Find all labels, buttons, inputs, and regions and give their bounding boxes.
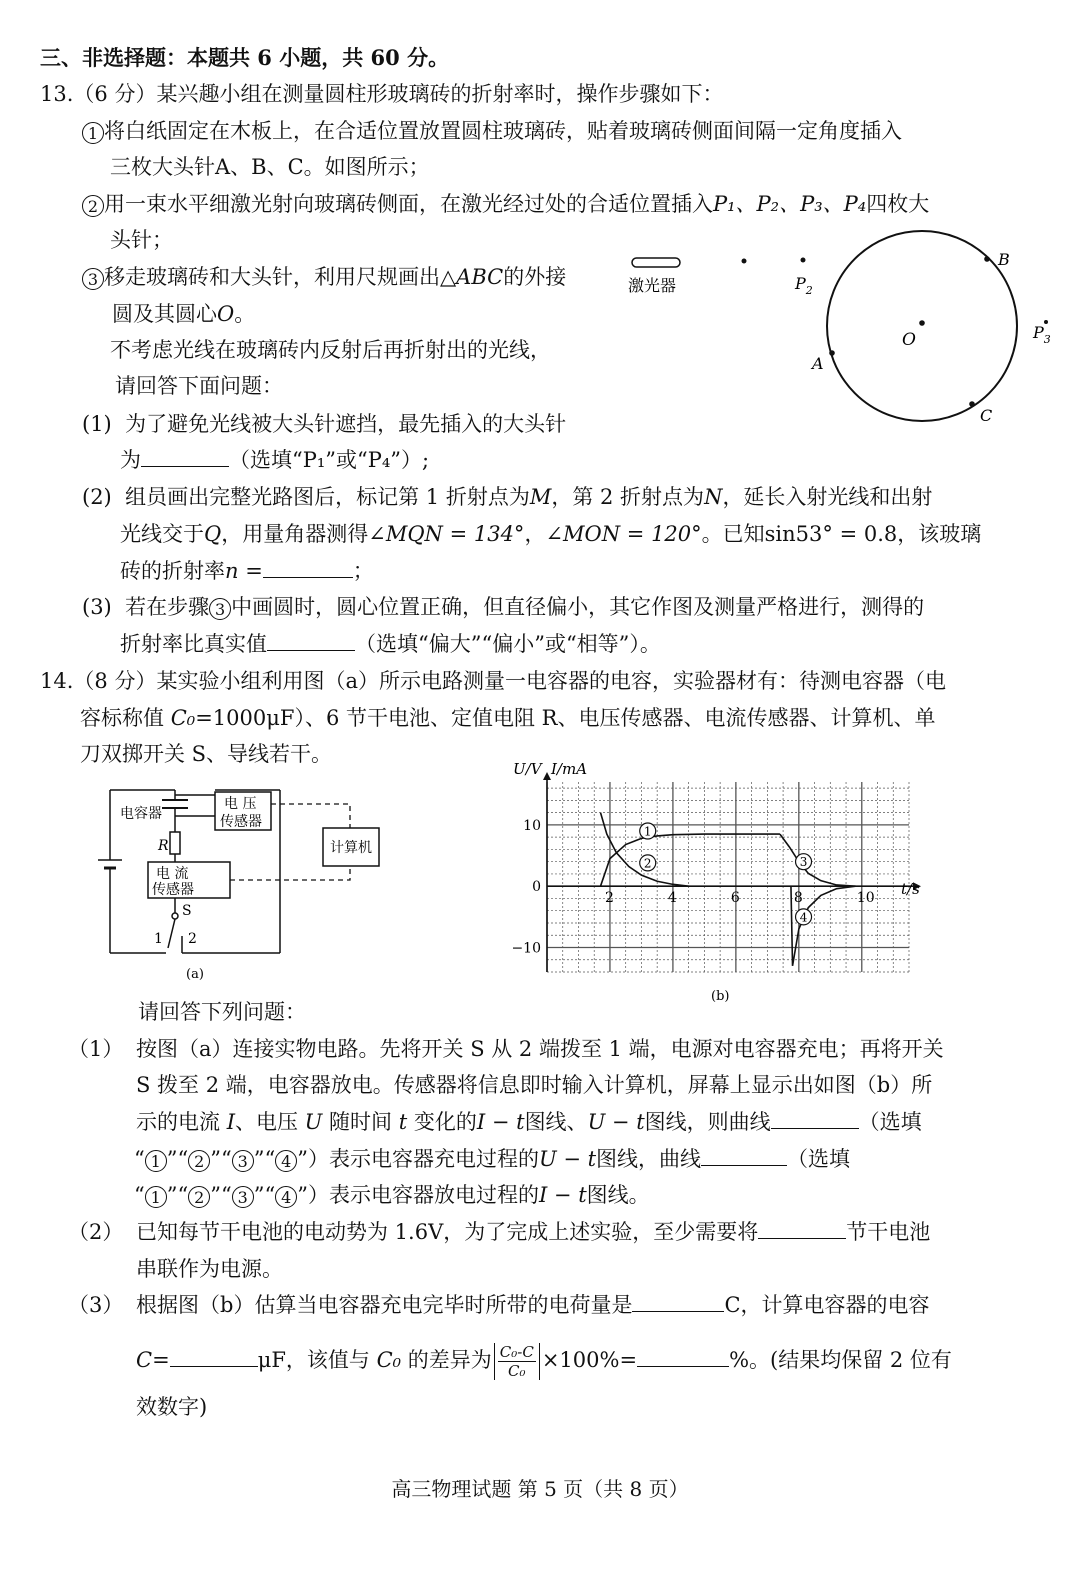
angle-mon: ∠MON = 120° (545, 522, 702, 546)
sub2-line2-b: ，用量角器测得 (221, 522, 369, 546)
sub1-wei: 为 (120, 448, 141, 472)
sub2-line3-b: ； (352, 559, 374, 583)
page-footer: 高三物理试题 第 5 页（共 8 页） (391, 1477, 689, 1501)
refractive-index-n: n = (225, 559, 263, 583)
quote: ”“ (253, 1183, 276, 1207)
q13-sub1-line1 (82, 410, 566, 438)
answer-blank[interactable] (771, 1110, 859, 1129)
q14-line1 (40, 667, 946, 695)
y-tick-label: 0 (532, 879, 541, 896)
q14-s1-number: （1） (68, 1037, 124, 1061)
sub1-text: 为了避免光线被大头针遮挡，最先插入的大头针 (125, 412, 567, 436)
switch-pos1-label: 1 (154, 931, 163, 947)
step3-circled-number: 3 (82, 268, 104, 290)
q13-figure (620, 225, 1065, 440)
q14-points: （8 分） (73, 669, 157, 693)
laser-label: 激光器 (628, 276, 677, 295)
graph-curve-labels (640, 823, 812, 925)
c0-symbol: C₀ (170, 706, 196, 730)
sub2-line2-d: ，该玻璃 (897, 522, 982, 546)
ut-it-graph (505, 758, 925, 1008)
sub2-line2-a: 光线交于 (120, 522, 204, 546)
center-dot (919, 320, 925, 326)
sub3-options: （选填“偏大”“偏小”或“相等”）。 (355, 632, 661, 656)
answer-blank[interactable] (701, 1147, 787, 1166)
sin-value: sin53° = 0.8 (764, 522, 898, 546)
answer-blank[interactable] (267, 632, 355, 651)
q13-intro: 某兴趣小组在测量圆柱形玻璃砖的折射率时，操作步骤如下： (156, 82, 724, 106)
q13-sub2-line2 (120, 520, 981, 548)
s1-line5-b: 图线。 (586, 1183, 650, 1207)
q13-points: （6 分） (73, 82, 157, 106)
q13-step2-line2: 头针； (110, 228, 173, 252)
q13-step2-line1 (82, 190, 929, 218)
center-label: O (902, 330, 916, 350)
step3-line2-text: 圆及其圆心 (112, 302, 217, 326)
pin-p3-dot (1044, 320, 1048, 324)
angle-mqn: ∠MQN = 134° (368, 522, 525, 546)
sub3-text-a: 若在步骤 (125, 595, 210, 619)
step3-line2-end: 。 (234, 302, 256, 326)
pin-a-label: A (812, 354, 824, 373)
quote: ”） (297, 1147, 329, 1171)
quote: ”“ (166, 1147, 189, 1171)
y-tick-label: −10 (511, 940, 541, 957)
q14-s1-line4 (134, 1145, 850, 1173)
s3-line2-a: μF，该值与 (257, 1348, 377, 1372)
q13-step3-line2 (112, 300, 255, 328)
s1-line3-a: 示的电流 (136, 1110, 227, 1134)
q14-ask: 请回答下列问题： (138, 1000, 306, 1024)
q13-number: 13. (40, 82, 74, 106)
curve-label-1: 1 (643, 824, 652, 839)
capacitance-c: C (136, 1348, 153, 1372)
point-n: N (704, 485, 723, 509)
y-axis-arrow (543, 772, 551, 780)
curve-label-4: 4 (799, 910, 808, 925)
sub2-text-c: ，延长入射光线和出射 (722, 485, 933, 509)
c0-symbol: C₀ (376, 1348, 402, 1372)
ut-graph-ref: U − t (587, 1110, 645, 1134)
x-tick-label: 8 (793, 890, 803, 907)
point-m: M (529, 485, 552, 509)
s3-line2-d: %。(结果均保留 2 位有 (729, 1348, 952, 1372)
circuit-caption: (a) (186, 967, 204, 982)
option-circle-1: 1 (145, 1150, 167, 1172)
capacitor-label: 电容器 (120, 806, 162, 822)
option-circle-4: 4 (275, 1150, 297, 1172)
q13-sub3-line2 (120, 630, 661, 658)
q14-number: 14. (40, 669, 74, 693)
quote: “ (134, 1183, 145, 1207)
quote: “ (134, 1147, 145, 1171)
s2-line1-b: 节干电池 (846, 1220, 931, 1244)
q14-s2-line1 (136, 1218, 930, 1246)
graph-grid (547, 782, 909, 972)
center-o: O (217, 302, 235, 326)
q14-s2-number: （2） (68, 1220, 124, 1244)
sub2-comma: ， (524, 522, 546, 546)
pin-p3-label: $P_3$ (1033, 323, 1051, 346)
answer-blank[interactable] (758, 1220, 846, 1239)
sub1-options: （选填“P₁”或“P₄”）; (229, 448, 430, 472)
sub1-number: (1) (82, 412, 112, 436)
switch-pos2-label: 2 (188, 931, 197, 947)
triangle-abc: ABC (456, 265, 504, 289)
option-circle-3: 3 (232, 1150, 254, 1172)
switch-label: S (182, 903, 192, 919)
sub2-text: 组员画出完整光路图后，标记第 1 折射点为 (125, 485, 530, 509)
pin-c-label: C (980, 406, 993, 425)
pin-c-dot (969, 401, 975, 407)
step2-text: 用一束水平细激光射向玻璃砖侧面，在激光经过处的合适位置插入 (104, 192, 713, 216)
answer-blank[interactable] (263, 559, 353, 578)
x-tick-label: 6 (730, 890, 740, 907)
s1-line3-b: 、电压 (234, 1110, 305, 1134)
sub3-number: (3) (82, 595, 112, 619)
y-axis-label-i: I/mA (551, 760, 588, 778)
current-i: I (226, 1110, 235, 1134)
sub3-circled-number: 3 (209, 598, 231, 620)
y-axis-label-u: U/V (513, 760, 542, 778)
fraction-numerator: C₀-C (499, 1343, 534, 1361)
it-graph-ref: I − t (476, 1110, 525, 1134)
x-tick-label: 10 (856, 890, 875, 907)
q14-line2-b: =1000μF）、6 节干电池、定值电阻 R、电压传感器、电流传感器、计算机、单 (195, 706, 936, 730)
q13-ask: 请回答下面问题： (115, 374, 283, 398)
q13-sub2-line3 (120, 557, 374, 585)
s3-line2-c: ×100%= (541, 1348, 638, 1372)
it-graph-ref: I − t (538, 1183, 587, 1207)
q13-heading (40, 80, 723, 108)
sub2-number: (2) (82, 485, 112, 509)
curve-1 (601, 834, 780, 886)
answer-blank[interactable] (637, 1348, 729, 1367)
q14-s1-line5 (134, 1181, 650, 1209)
q14-line2 (80, 704, 935, 732)
q14-s1-line1: 按图（a）连接实物电路。先将开关 S 从 2 端拨至 1 端，电源对电容器充电；再将开关 (136, 1037, 944, 1061)
s1-line3-d: 变化的 (407, 1110, 477, 1134)
s1-line3-e: 图线、 (524, 1110, 588, 1134)
fraction-denominator: C₀ (508, 1362, 526, 1380)
s1-line3-f: 图线，则曲线 (644, 1110, 771, 1134)
q14-line3: 刀双掷开关 S、导线若干。 (80, 742, 333, 766)
quote: ”“ (166, 1183, 189, 1207)
s1-line3-g: （选填 (858, 1110, 922, 1134)
s1-line5-a: 表示电容器放电过程的 (328, 1183, 539, 1207)
step2-pins: P₁、P₂、P₃、P₄ (713, 192, 867, 216)
sub2-text-b: ，第 2 折射点为 (551, 485, 705, 509)
x-tick-label: 2 (604, 890, 614, 907)
current-sensor-label-2: 传感器 (152, 882, 194, 898)
pin-p2-dot (801, 258, 806, 263)
s3-line1-a: 根据图（b）估算当电容器充电完毕时所带的电荷量是 (136, 1293, 633, 1317)
time-t: t (398, 1110, 408, 1134)
sub2-line3-a: 砖的折射率 (120, 559, 225, 583)
q14-s1-line3 (136, 1108, 922, 1136)
q13-step1-line1 (82, 117, 902, 145)
section-title: 三、非选择题：本题共 6 小题，共 60 分。 (40, 45, 450, 70)
x-axis-label: t/s (901, 880, 920, 898)
option-circle-4: 4 (275, 1186, 297, 1208)
point-q: Q (204, 522, 222, 546)
x-tick-label: 4 (667, 890, 677, 907)
graph-caption: (b) (711, 989, 730, 1004)
s3-line1-b: C，计算电容器的电容 (724, 1293, 930, 1317)
q13-step3-line1 (82, 263, 566, 291)
q14-line2-a: 容标称值 (80, 706, 171, 730)
s3-line2-b: 的差异为 (401, 1348, 492, 1372)
curve-3 (780, 834, 856, 886)
option-circle-1: 1 (145, 1186, 167, 1208)
option-circle-2: 2 (188, 1186, 210, 1208)
difference-fraction (494, 1343, 540, 1380)
sub3-text-b: 中画圆时，圆心位置正确，但直径偏小，其它作图及测量严格进行，测得的 (231, 595, 925, 619)
sub3-line2-a: 折射率比真实值 (120, 632, 267, 656)
option-circle-3: 3 (232, 1186, 254, 1208)
pin-p1-dot (742, 259, 747, 264)
s1-line4-c: （选填 (787, 1147, 851, 1171)
step2-circled-number: 2 (82, 195, 104, 217)
ut-graph-ref: U − t (538, 1147, 597, 1171)
graph-tick-labels (511, 818, 874, 957)
sub2-line2-c: 。已知 (701, 522, 765, 546)
answer-blank[interactable] (170, 1348, 258, 1367)
y-tick-label: 10 (523, 817, 541, 834)
q13-sub2-line1 (82, 483, 932, 511)
graph-axes (543, 772, 921, 972)
s1-line3-c: 随时间 (322, 1110, 399, 1134)
step3-text: 移走玻璃砖和大头针，利用尺规画出△ (104, 265, 457, 289)
option-circle-2: 2 (188, 1150, 210, 1172)
equals-sign: = (152, 1348, 170, 1372)
pin-b-dot (984, 256, 990, 262)
q14-s3-number: （3） (68, 1293, 124, 1317)
step2-text-end: 四枚大 (866, 192, 930, 216)
s1-line4-b: 图线，曲线 (596, 1147, 702, 1171)
curve-label-2: 2 (643, 856, 652, 871)
resistor-label: R (158, 838, 169, 854)
step3-text-end: 的外接 (503, 265, 567, 289)
graph-curves (601, 813, 856, 966)
pin-p2-label: $P_2$ (795, 274, 813, 297)
q13-step1-line2: 三枚大头针A、B、C。如图所示； (110, 155, 430, 179)
quote: ”“ (210, 1147, 232, 1171)
voltage-u: U (304, 1110, 323, 1134)
q14-s3-line1 (136, 1291, 930, 1319)
circuit-diagram (90, 778, 390, 988)
laser-device (632, 258, 680, 267)
pin-b-label: B (998, 250, 1010, 269)
q13-note: 不考虑光线在玻璃砖内反射后再折射出的光线， (110, 338, 551, 362)
step1-circled-number: 1 (82, 122, 104, 144)
s2-line1-a: 已知每节干电池的电动势为 1.6V，为了完成上述实验，至少需要将 (136, 1220, 759, 1244)
pin-a-dot (829, 350, 835, 356)
q13-sub1-line2 (120, 446, 429, 474)
q14-s1-line2: S 拨至 2 端，电容器放电。传感器将信息即时输入计算机，屏幕上显示出如图（b）所 (136, 1073, 933, 1097)
q14-s3-line2 (136, 1340, 952, 1380)
voltage-sensor-label-1: 电 压 (224, 796, 257, 812)
quote: ”） (297, 1183, 329, 1207)
step1-text: 将白纸固定在木板上，在合适位置放置圆柱玻璃砖，贴着玻璃砖侧面间隔一定角度插入 (104, 119, 902, 143)
q13-sub3-line1 (82, 593, 924, 621)
quote: ”“ (210, 1183, 232, 1207)
answer-blank[interactable] (141, 448, 229, 467)
current-sensor-label-1: 电 流 (156, 866, 189, 882)
answer-blank[interactable] (632, 1293, 724, 1312)
q14-text: 某实验小组利用图（a）所示电路测量一电容器的电容，实验器材有：待测电容器（电 (156, 669, 946, 693)
s1-line4-a: 表示电容器充电过程的 (328, 1147, 539, 1171)
voltage-sensor-label-2: 传感器 (220, 814, 262, 830)
curve-label-3: 3 (799, 855, 808, 870)
quote: ”“ (253, 1147, 276, 1171)
q14-s2-line2: 串联作为电源。 (136, 1257, 283, 1281)
computer-label: 计算机 (330, 840, 372, 856)
q14-s3-line3: 效数字) (136, 1395, 208, 1419)
